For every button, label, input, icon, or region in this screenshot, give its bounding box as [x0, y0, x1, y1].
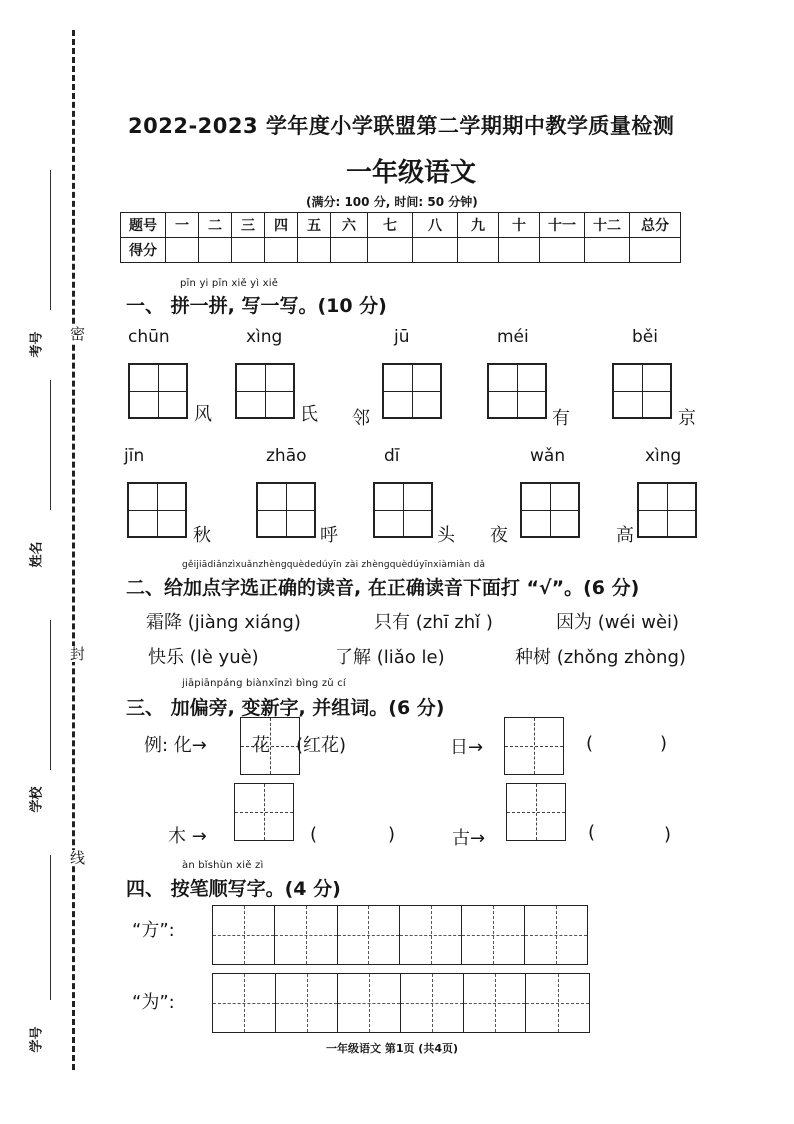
answer-box[interactable] [504, 717, 564, 775]
paren-close: ) [660, 733, 668, 754]
table-cell: 十二 [585, 213, 630, 238]
table-cell: 二 [199, 213, 232, 238]
q1-pinyin: jū [394, 327, 410, 347]
table-cell: 四 [265, 213, 298, 238]
writing-box[interactable] [127, 482, 187, 538]
writing-box[interactable] [256, 482, 316, 538]
example-box [240, 717, 300, 775]
q4-row-label: “为”: [132, 992, 175, 1013]
q1-pinyin: xìng [645, 446, 682, 466]
stroke-cell[interactable] [338, 906, 400, 964]
table-cell: 一 [166, 213, 199, 238]
stroke-order-grid[interactable] [212, 905, 588, 965]
q1-char: 秋 [193, 525, 211, 546]
q2-heading: 二、给加点字选正确的读音, 在正确读音下面打 “√”。(6 分) [126, 577, 640, 599]
table-cell: 十 [499, 213, 540, 238]
name-label: 姓名 [29, 541, 45, 568]
table-cell: 八 [413, 213, 458, 238]
q3-item: 古→ [452, 828, 486, 849]
q3-heading: 三、 加偏旁, 变新字, 并组词。(6 分) [126, 697, 445, 719]
score-table-score-row [121, 238, 681, 263]
writing-box[interactable] [373, 482, 433, 538]
stroke-cell[interactable] [276, 974, 339, 1032]
name-rule [50, 380, 51, 510]
score-input-cell[interactable] [585, 238, 630, 263]
stroke-cell[interactable] [462, 906, 524, 964]
seal-mark-feng: 封 [70, 645, 86, 663]
q4-pinyin-hint: àn bǐshùn xiě zì [182, 860, 264, 871]
q1-pinyin: wǎn [530, 446, 566, 466]
page-footer: 一年级语文 第1页 (共4页) [326, 1042, 459, 1055]
q3-example-word: (红花) [296, 735, 347, 756]
seat-number-rule [50, 855, 51, 1000]
q4-heading: 四、 按笔顺写字。(4 分) [126, 878, 341, 900]
q3-example-char: 花 [252, 735, 270, 756]
q1-pinyin: xìng [246, 327, 283, 347]
q1-char: 风 [194, 404, 212, 425]
paren-close: ) [664, 824, 672, 845]
table-cell: 七 [368, 213, 413, 238]
score-input-cell[interactable] [331, 238, 368, 263]
student-id-rule [50, 170, 51, 310]
school-label: 学校 [29, 786, 45, 813]
stroke-cell[interactable] [213, 906, 275, 964]
school-rule [50, 620, 51, 770]
score-input-cell[interactable] [540, 238, 585, 263]
q2-item[interactable]: 快乐 (lè yuè) [148, 647, 259, 668]
stroke-cell[interactable] [213, 974, 276, 1032]
stroke-cell[interactable] [338, 974, 401, 1032]
q1-char: 氏 [300, 404, 318, 425]
q3-pinyin-hint: jiāpiānpáng biànxīnzì bìng zǔ cí [182, 678, 346, 689]
score-input-cell[interactable] [199, 238, 232, 263]
q2-item[interactable]: 霜降 (jiàng xiáng) [146, 612, 301, 633]
writing-box[interactable] [612, 363, 672, 419]
stroke-cell[interactable] [400, 906, 462, 964]
score-input-cell[interactable] [630, 238, 681, 263]
writing-box[interactable] [520, 482, 580, 538]
q1-char: 京 [678, 408, 696, 429]
seal-mark-mi: 密 [70, 325, 86, 343]
exam-subject: 一年级语文 [346, 158, 477, 188]
table-cell: 十一 [540, 213, 585, 238]
q3-item: 日→ [450, 737, 484, 758]
paren-open: ( [586, 733, 594, 754]
q1-char: 有 [552, 408, 570, 429]
q2-item[interactable]: 只有 (zhī zhǐ ) [374, 612, 493, 633]
exam-meta: (满分: 100 分, 时间: 50 分钟) [306, 195, 478, 209]
table-cell: 得分 [121, 238, 166, 263]
stroke-cell[interactable] [275, 906, 337, 964]
q1-char: 夜 [490, 525, 508, 546]
score-input-cell[interactable] [413, 238, 458, 263]
q2-item[interactable]: 种树 (zhǒng zhòng) [515, 647, 686, 668]
q1-pinyin: zhāo [266, 446, 307, 466]
table-cell: 三 [232, 213, 265, 238]
score-input-cell[interactable] [458, 238, 499, 263]
table-cell: 九 [458, 213, 499, 238]
paren-close: ) [388, 824, 396, 845]
q1-pinyin: dī [384, 446, 400, 466]
stroke-cell[interactable] [525, 906, 587, 964]
q1-char: 邻 [352, 408, 370, 429]
score-table-header-row [121, 213, 681, 238]
q1-pinyin-hint: pīn yi pīn xiě yì xiě [180, 278, 279, 289]
q1-char: 高 [616, 525, 634, 546]
q1-char: 头 [437, 525, 455, 546]
stroke-cell[interactable] [401, 974, 464, 1032]
seat-number-label: 学号 [29, 1026, 45, 1053]
q1-pinyin: chūn [128, 327, 170, 347]
score-table [120, 212, 681, 263]
answer-box[interactable] [506, 783, 566, 841]
q3-example-label: 例: 化→ [144, 735, 207, 756]
score-input-cell[interactable] [166, 238, 199, 263]
stroke-order-grid[interactable] [212, 973, 590, 1033]
q3-item: 木 → [168, 826, 207, 847]
binding-dashed-line [72, 30, 75, 1070]
stroke-cell[interactable] [464, 974, 527, 1032]
score-input-cell[interactable] [232, 238, 265, 263]
exam-title: 2022-2023 学年度小学联盟第二学期期中教学质量检测 [128, 114, 675, 138]
writing-box[interactable] [637, 482, 697, 538]
score-input-cell[interactable] [265, 238, 298, 263]
q1-pinyin: běi [632, 327, 658, 347]
q4-row-label: “方”: [132, 920, 175, 941]
answer-box[interactable] [234, 783, 294, 841]
writing-box[interactable] [382, 363, 442, 419]
writing-box[interactable] [235, 363, 295, 419]
table-cell: 五 [298, 213, 331, 238]
writing-box[interactable] [487, 363, 547, 419]
student-id-label: 考号 [29, 331, 45, 358]
q1-pinyin: jīn [124, 446, 145, 466]
seal-mark-xian: 线 [70, 849, 86, 867]
q1-heading: 一、 拼一拼, 写一写。(10 分) [126, 295, 387, 317]
q1-char: 呼 [320, 525, 338, 546]
stroke-cell[interactable] [526, 974, 589, 1032]
paren-open: ( [310, 824, 318, 845]
table-cell: 六 [331, 213, 368, 238]
score-input-cell[interactable] [298, 238, 331, 263]
score-input-cell[interactable] [499, 238, 540, 263]
table-cell: 题号 [121, 213, 166, 238]
q2-pinyin-hint: gěijiādiǎnzìxuǎnzhèngquèdedúyīn zài zhèngquèdúyīnxiàmiàn dǎ [182, 560, 486, 570]
q1-pinyin: méi [497, 327, 529, 347]
q2-item[interactable]: 了解 (liǎo le) [335, 647, 445, 668]
writing-box[interactable] [128, 363, 188, 419]
table-cell: 总分 [630, 213, 681, 238]
score-input-cell[interactable] [368, 238, 413, 263]
q2-item[interactable]: 因为 (wéi wèi) [556, 612, 680, 633]
paren-open: ( [588, 822, 596, 843]
